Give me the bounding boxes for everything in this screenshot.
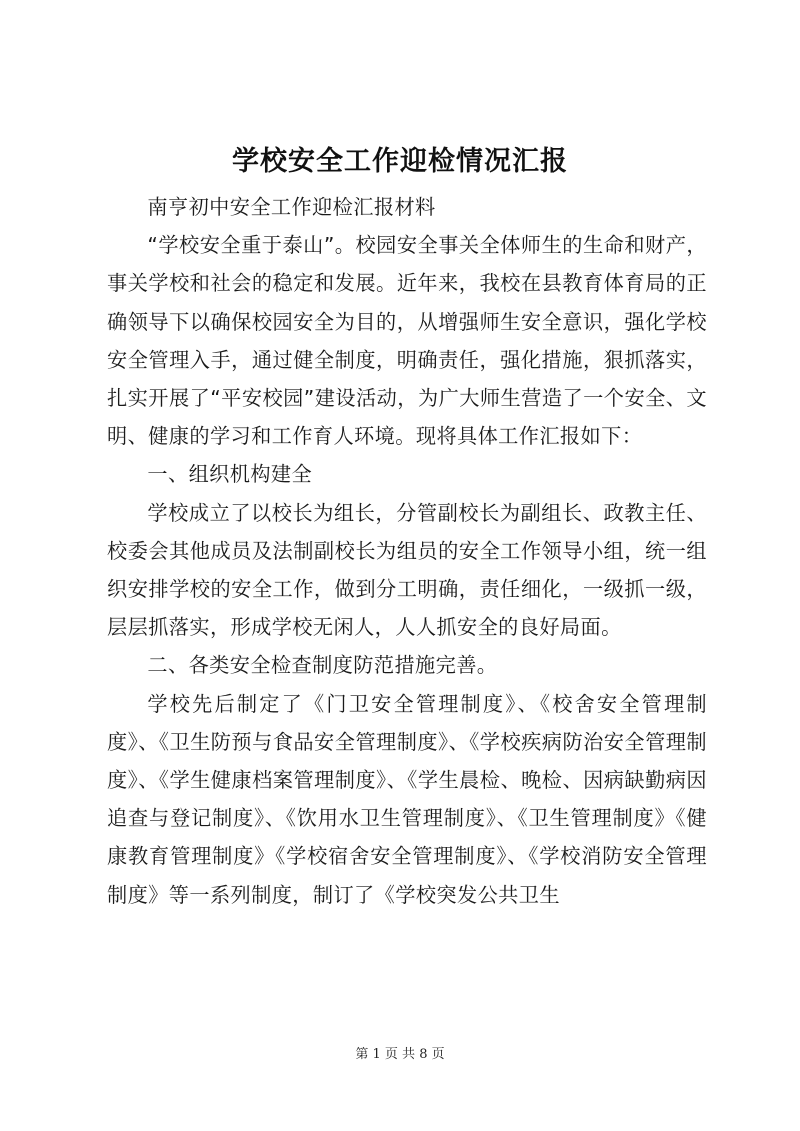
- document-title: 学校安全工作迎检情况汇报: [232, 146, 568, 177]
- paragraph-organization: 学校成立了以校长为组长，分管副校长为副组长、政教主任、校委会其他成员及法制副校长为组员的安全工作领导小组，统一组织安排学校的安全工作，做到分工明确，责任细化，一级抓一级，层层抓落实，形成学校无闲人，人人抓安全的良好局面。: [107, 500, 707, 640]
- paragraph-safety-system: 学校先后制定了《门卫安全管理制度》、《校舍安全管理制度》、《卫生防预与食品安全管理制度》、《学校疾病防治安全管理制度》、《学生健康档案管理制度》、《学生晨检、晚检、因病缺勤病因追查与登记制度》、《饮用水卫生管理制度》、《卫生管理制度》《健康教育管理制度》《学校宿舍安全管理制度》、《学校消防安全管理制度》等一系列制度，制订了《学校突发公共卫生: [107, 691, 707, 907]
- document-body: [107, 188, 707, 914]
- section-heading-organization: 一、组织机构建全: [147, 462, 313, 487]
- paragraph-subtitle: 南亨初中安全工作迎检汇报材料: [147, 195, 436, 219]
- section-heading-safety-system: 二、各类安全检查制度防范措施完善。: [147, 653, 498, 678]
- page-number-footer: 第 1 页 共 8 页: [355, 1047, 445, 1062]
- paragraph-introduction: “学校安全重于泰山”。校园安全事关全体师生的生命和财产，事关学校和社会的稳定和发展。近年来，我校在县教育体育局的正确领导下以确保校园安全为目的，从增强师生安全意识，强化学校安全管理入手，通过健全制度，明确责任，强化措施，狠抓落实，扎实开展了“平安校园”建设活动，为广大师生营造了一个安全、文明、健康的学习和工作育人环境。现将具体工作汇报如下：: [107, 233, 707, 449]
